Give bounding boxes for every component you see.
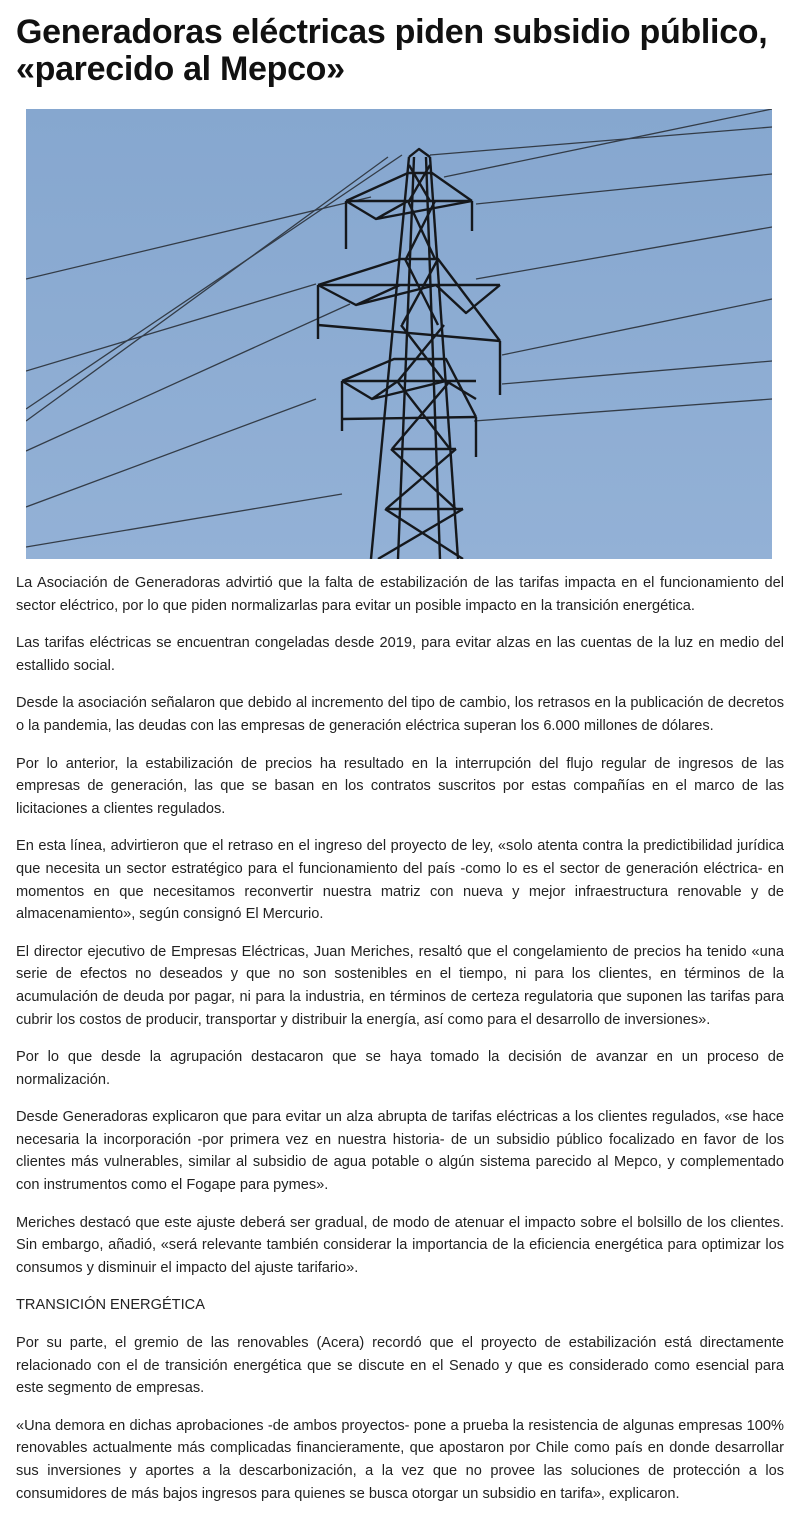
article-title: Generadoras eléctricas piden subsidio público, «parecido al Mepco» [16, 13, 768, 88]
article-paragraph: «Una demora en dichas aprobaciones -de ambos proyectos- pone a prueba la resistencia de algunas empresas 100% renovables actualmente más complicadas financieramente, que apostaron por Chile como país en donde desarrollar sus inversiones y aportes a la descarbonización, a la vez que no provee las soluciones de protección a los consumidores de más bajos ingresos para quienes se busca otorgar un subsidio en tarifa», explicaron. [16, 1417, 784, 1502]
article-hero-image [26, 109, 772, 559]
article-paragraph: La Asociación de Generadoras advirtió que la falta de estabilización de las tarifas impacta en el funcionamiento del sector eléctrico, por lo que piden normalizarlas para evitar un posible impacto en la transición energética. [16, 575, 784, 614]
article-paragraph: En esta línea, advirtieron que el retraso en el ingreso del proyecto de ley, «solo atenta contra la predictibilidad jurídica que necesita un sector estratégico para el funcionamiento del país -como lo es el sector de generación eléctrica- en momentos en que necesitamos reconvertir nuestra matriz con nueva y mejor infraestructura renovable y de almacenamiento», según consignó El Mercurio. [16, 838, 784, 923]
article-paragraph: Por lo que desde la agrupación destacaron que se haya tomado la decisión de avanzar en un proceso de normalización. [16, 1049, 784, 1088]
article-paragraph: Por lo anterior, la estabilización de precios ha resultado en la interrupción del flujo regular de ingresos de las empresas de generación, las que se basan en los contratos suscritos por estas compañías en el marco de las licitaciones a clientes regulados. [16, 755, 784, 817]
article-paragraph: El director ejecutivo de Empresas Eléctricas, Juan Meriches, resaltó que el congelamiento de precios ha tenido «una serie de efectos no deseados y que no son sostenibles en el tiempo, ni para los clientes, en términos de la acumulación de deuda por pagar, ni para la industria, en términos de certeza regulatoria que suponen las tarifas para cubrir los costos de producir, transportar y distribuir la energía, así como para el desarrollo de inversiones». [16, 943, 784, 1028]
section-subheading: TRANSICIÓN ENERGÉTICA [16, 1297, 205, 1314]
article-paragraph: Meriches destacó que este ajuste deberá ser gradual, de modo de atenuar el impacto sobre el bolsillo de los clientes. Sin embargo, añadió, «será relevante también considerar la importancia de la eficiencia energética para optimizar los consumos y disminuir el impacto del ajuste tarifario». [16, 1214, 784, 1276]
power-transmission-tower-icon [26, 109, 772, 559]
article-paragraph: Desde la asociación señalaron que debido al incremento del tipo de cambio, los retrasos en la publicación de decretos o la pandemia, las deudas con las empresas de generación eléctrica superan los 6.000 millones de dólares. [16, 695, 784, 734]
article [16, 0, 784, 1502]
article-body [16, 572, 784, 1520]
article-paragraph: Por su parte, el gremio de las renovables (Acera) recordó que el proyecto de estabilización está directamente relacionado con el de transición energética que se discute en el Senado y que es considerado como esencial para este segmento de empresas. [16, 1335, 784, 1397]
article-paragraph: Las tarifas eléctricas se encuentran congeladas desde 2019, para evitar alzas en las cuentas de la luz en medio del estallido social. [16, 635, 784, 674]
article-paragraph: Desde Generadoras explicaron que para evitar un alza abrupta de tarifas eléctricas a los clientes regulados, «se hace necesaria la incorporación -por primera vez en nuestra historia- de un subsidio público focalizado en favor de los clientes más vulnerables, similar al subsidio de agua potable o algún sistema parecido al Mepco, y complementado con instrumentos como el Fogape para pymes». [16, 1109, 784, 1194]
